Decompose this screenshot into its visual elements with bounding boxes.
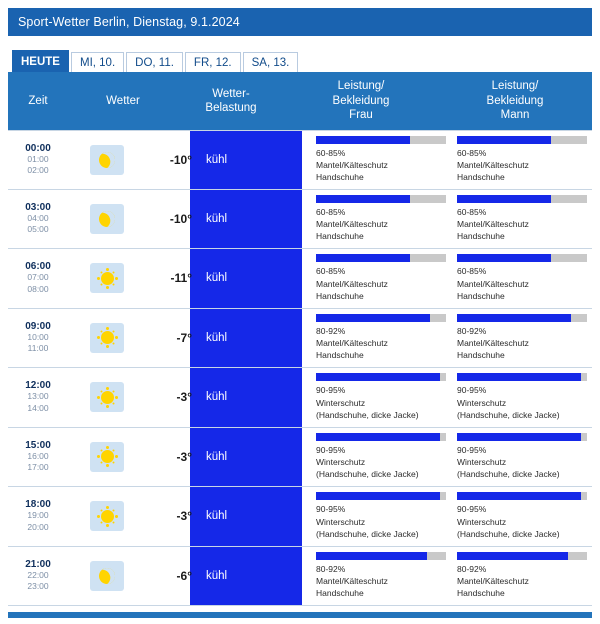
table-row xyxy=(8,249,592,309)
column-header-stress-line1: Wetter- xyxy=(212,87,250,100)
tab-mi-10[interactable]: MI, 10. xyxy=(71,52,124,72)
time-secondary-1: 19:00 xyxy=(27,510,49,521)
weather-icon xyxy=(90,501,124,531)
weather-icon xyxy=(90,382,124,412)
man-performance-bar-track xyxy=(457,373,587,381)
stress-cell: kühl xyxy=(206,212,228,225)
man-performance-percent: 60-85% xyxy=(457,147,487,158)
stress-cell: kühl xyxy=(206,510,228,523)
time-secondary-2: 14:00 xyxy=(27,402,49,413)
time-secondary-1: 07:00 xyxy=(27,272,49,283)
woman-performance-bar-track xyxy=(316,314,446,322)
woman-performance-percent: 80-92% xyxy=(316,325,346,336)
woman-clothing-line2: Handschuhe xyxy=(316,588,364,599)
sun-icon xyxy=(101,331,114,344)
woman-clothing-line1: Winterschutz xyxy=(316,516,366,527)
man-clothing-line1: Winterschutz xyxy=(457,457,507,468)
man-performance-bar-track xyxy=(457,195,587,203)
temperature-cell: -3° xyxy=(176,449,192,464)
woman-performance-bar-track xyxy=(316,195,446,203)
woman-performance-cell xyxy=(310,190,451,249)
temperature-cell: -3° xyxy=(176,509,192,524)
weather-icon-cell xyxy=(68,368,146,427)
weather-icon-cell xyxy=(68,190,146,249)
man-performance-bar-fill xyxy=(457,492,581,500)
table-row xyxy=(8,547,592,607)
column-header-woman-line2: Bekleidung xyxy=(332,94,390,107)
moon-icon xyxy=(97,565,118,586)
man-clothing-line1: Winterschutz xyxy=(457,397,507,408)
weather-icon xyxy=(90,323,124,353)
time-secondary-2: 08:00 xyxy=(27,283,49,294)
woman-clothing-line1: Winterschutz xyxy=(316,457,366,468)
bottom-accent-bar xyxy=(8,612,592,618)
time-secondary-2: 11:00 xyxy=(27,343,49,354)
table-row xyxy=(8,368,592,428)
time-primary: 00:00 xyxy=(25,142,51,154)
column-header-man xyxy=(438,72,592,130)
man-clothing-line2: Handschuhe xyxy=(457,290,505,301)
sun-icon xyxy=(101,450,114,463)
stress-cell: kühl xyxy=(206,569,228,582)
time-secondary-2: 02:00 xyxy=(27,165,49,176)
table-row xyxy=(8,130,592,190)
weather-icon xyxy=(90,442,124,472)
time-cell xyxy=(8,249,68,308)
man-performance-bar-track xyxy=(457,492,587,500)
man-performance-cell xyxy=(451,428,592,487)
woman-clothing-line1: Mantel/Kälteschutz xyxy=(316,219,388,230)
man-performance-cell xyxy=(451,487,592,546)
woman-clothing-line2: Handschuhe xyxy=(316,350,364,361)
man-performance-bar-track xyxy=(457,552,587,560)
woman-clothing-line1: Mantel/Kälteschutz xyxy=(316,338,388,349)
woman-performance-percent: 90-95% xyxy=(316,385,346,396)
woman-clothing-line1: Winterschutz xyxy=(316,397,366,408)
man-performance-bar-fill xyxy=(457,373,581,381)
man-clothing-line2: Handschuhe xyxy=(457,588,505,599)
time-secondary-1: 01:00 xyxy=(27,153,49,164)
man-clothing-line2: Handschuhe xyxy=(457,350,505,361)
time-primary: 06:00 xyxy=(25,261,51,273)
woman-performance-cell xyxy=(310,131,451,189)
time-cell xyxy=(8,190,68,249)
time-secondary-1: 13:00 xyxy=(27,391,49,402)
man-performance-percent: 90-95% xyxy=(457,385,487,396)
time-cell xyxy=(8,368,68,427)
weather-icon xyxy=(90,263,124,293)
woman-performance-percent: 60-85% xyxy=(316,147,346,158)
table-row xyxy=(8,428,592,488)
tab-do-11[interactable]: DO, 11. xyxy=(126,52,183,72)
time-secondary-2: 23:00 xyxy=(27,581,49,592)
woman-performance-bar-track xyxy=(316,433,446,441)
temperature-cell: -10° xyxy=(169,152,192,167)
woman-performance-bar-fill xyxy=(316,373,440,381)
column-header-man-line3: Mann xyxy=(500,109,530,122)
man-performance-bar-track xyxy=(457,136,587,144)
weather-icon-cell xyxy=(68,428,146,487)
man-performance-cell xyxy=(451,249,592,308)
time-primary: 15:00 xyxy=(25,439,51,451)
table-row xyxy=(8,487,592,547)
man-performance-bar-fill xyxy=(457,433,581,441)
man-clothing-line2: Handschuhe xyxy=(457,172,505,183)
stress-cell: kühl xyxy=(206,450,228,463)
time-cell xyxy=(8,487,68,546)
woman-performance-bar-fill xyxy=(316,433,440,441)
sun-icon xyxy=(101,391,114,404)
man-clothing-line1: Winterschutz xyxy=(457,516,507,527)
woman-performance-cell xyxy=(310,249,451,308)
time-cell xyxy=(8,309,68,368)
man-performance-cell xyxy=(451,190,592,249)
man-clothing-line1: Mantel/Kälteschutz xyxy=(457,219,529,230)
forecast-table xyxy=(8,72,592,130)
woman-clothing-line1: Mantel/Kälteschutz xyxy=(316,160,388,171)
woman-performance-cell xyxy=(310,368,451,427)
column-header-stress-line2: Belastung xyxy=(205,102,257,114)
man-clothing-line1: Mantel/Kälteschutz xyxy=(457,338,529,349)
woman-clothing-line2: Handschuhe xyxy=(316,290,364,301)
man-performance-bar-track xyxy=(457,254,587,262)
man-performance-percent: 80-92% xyxy=(457,325,487,336)
time-primary: 09:00 xyxy=(25,320,51,332)
sun-icon xyxy=(101,272,114,285)
time-cell xyxy=(8,131,68,189)
temperature-cell: -6° xyxy=(176,568,192,583)
weather-icon xyxy=(90,145,124,175)
column-header-weather: Wetter xyxy=(106,94,140,107)
woman-clothing-line2: (Handschuhe, dicke Jacke) xyxy=(316,409,419,420)
man-performance-percent: 90-95% xyxy=(457,504,487,515)
table-row xyxy=(8,309,592,369)
sun-icon xyxy=(101,510,114,523)
woman-performance-percent: 90-95% xyxy=(316,444,346,455)
man-performance-bar-fill xyxy=(457,136,551,144)
time-secondary-1: 04:00 xyxy=(27,212,49,223)
time-secondary-2: 20:00 xyxy=(27,521,49,532)
time-secondary-2: 17:00 xyxy=(27,462,49,473)
temperature-cell: -10° xyxy=(169,211,192,226)
woman-performance-bar-fill xyxy=(316,314,430,322)
weather-icon xyxy=(90,561,124,591)
woman-performance-bar-fill xyxy=(316,254,410,262)
woman-clothing-line2: Handschuhe xyxy=(316,172,364,183)
man-clothing-line2: Handschuhe xyxy=(457,231,505,242)
day-tabs xyxy=(12,50,300,72)
woman-performance-bar-track xyxy=(316,254,446,262)
man-clothing-line2: (Handschuhe, dicke Jacke) xyxy=(457,528,560,539)
woman-clothing-line1: Mantel/Kälteschutz xyxy=(316,576,388,587)
tab-heute[interactable]: HEUTE xyxy=(12,50,69,72)
time-primary: 12:00 xyxy=(25,380,51,392)
moon-icon xyxy=(97,149,118,170)
woman-performance-bar-fill xyxy=(316,136,410,144)
tab-sa-13[interactable]: SA, 13. xyxy=(243,52,299,72)
man-performance-bar-fill xyxy=(457,552,568,560)
woman-performance-percent: 60-85% xyxy=(316,206,346,217)
man-clothing-line1: Mantel/Kälteschutz xyxy=(457,576,529,587)
time-secondary-1: 16:00 xyxy=(27,450,49,461)
temperature-cell: -7° xyxy=(176,330,192,345)
time-secondary-1: 22:00 xyxy=(27,569,49,580)
man-performance-percent: 60-85% xyxy=(457,206,487,217)
man-performance-bar-fill xyxy=(457,195,551,203)
day-tabstrip xyxy=(8,50,592,72)
man-performance-percent: 80-92% xyxy=(457,563,487,574)
woman-performance-bar-fill xyxy=(316,492,440,500)
woman-clothing-line2: Handschuhe xyxy=(316,231,364,242)
time-primary: 18:00 xyxy=(25,499,51,511)
forecast-rows xyxy=(8,130,592,606)
woman-performance-bar-track xyxy=(316,552,446,560)
woman-performance-bar-fill xyxy=(316,552,427,560)
weather-icon-cell xyxy=(68,131,146,189)
stress-cell: kühl xyxy=(206,272,228,285)
column-header-woman xyxy=(284,72,438,130)
time-secondary-2: 05:00 xyxy=(27,224,49,235)
column-header-woman-line3: Frau xyxy=(349,109,373,122)
column-header-woman-line1: Leistung/ xyxy=(337,80,385,93)
man-clothing-line1: Mantel/Kälteschutz xyxy=(457,278,529,289)
time-primary: 21:00 xyxy=(25,558,51,570)
man-performance-percent: 90-95% xyxy=(457,444,487,455)
woman-performance-bar-track xyxy=(316,136,446,144)
woman-clothing-line1: Mantel/Kälteschutz xyxy=(316,278,388,289)
man-performance-cell xyxy=(451,309,592,368)
column-header-time: Zeit xyxy=(28,94,48,107)
man-performance-cell xyxy=(451,547,592,606)
time-primary: 03:00 xyxy=(25,201,51,213)
man-performance-cell xyxy=(451,131,592,189)
temperature-cell: -3° xyxy=(176,390,192,405)
weather-icon-cell xyxy=(68,249,146,308)
woman-performance-percent: 60-85% xyxy=(316,266,346,277)
woman-performance-bar-fill xyxy=(316,195,410,203)
man-clothing-line1: Mantel/Kälteschutz xyxy=(457,160,529,171)
time-secondary-1: 10:00 xyxy=(27,331,49,342)
window-title: Sport-Wetter Berlin, Dienstag, 9.1.2024 xyxy=(8,8,592,36)
man-performance-bar-fill xyxy=(457,254,551,262)
time-cell xyxy=(8,428,68,487)
woman-clothing-line2: (Handschuhe, dicke Jacke) xyxy=(316,528,419,539)
stress-cell: kühl xyxy=(206,391,228,404)
woman-performance-percent: 90-95% xyxy=(316,504,346,515)
man-performance-bar-track xyxy=(457,433,587,441)
tab-fr-12[interactable]: FR, 12. xyxy=(185,52,241,72)
moon-icon xyxy=(97,208,118,229)
man-clothing-line2: (Handschuhe, dicke Jacke) xyxy=(457,469,560,480)
woman-performance-cell xyxy=(310,309,451,368)
woman-performance-bar-track xyxy=(316,492,446,500)
column-header-stress xyxy=(178,72,284,130)
stress-cell: kühl xyxy=(206,153,228,166)
woman-performance-percent: 80-92% xyxy=(316,563,346,574)
woman-performance-cell xyxy=(310,487,451,546)
man-performance-percent: 60-85% xyxy=(457,266,487,277)
column-header-man-line1: Leistung/ xyxy=(491,80,539,93)
man-performance-cell xyxy=(451,368,592,427)
column-header-man-line2: Bekleidung xyxy=(486,94,544,107)
woman-performance-cell xyxy=(310,547,451,606)
weather-icon-cell xyxy=(68,309,146,368)
stress-cell: kühl xyxy=(206,331,228,344)
man-performance-bar-track xyxy=(457,314,587,322)
man-clothing-line2: (Handschuhe, dicke Jacke) xyxy=(457,409,560,420)
weather-icon xyxy=(90,204,124,234)
weather-icon-cell xyxy=(68,547,146,606)
time-cell xyxy=(8,547,68,606)
woman-performance-bar-track xyxy=(316,373,446,381)
table-header-row xyxy=(8,72,592,130)
table-row xyxy=(8,190,592,250)
man-performance-bar-fill xyxy=(457,314,571,322)
woman-clothing-line2: (Handschuhe, dicke Jacke) xyxy=(316,469,419,480)
weather-icon-cell xyxy=(68,487,146,546)
woman-performance-cell xyxy=(310,428,451,487)
temperature-cell: -11° xyxy=(170,271,192,286)
